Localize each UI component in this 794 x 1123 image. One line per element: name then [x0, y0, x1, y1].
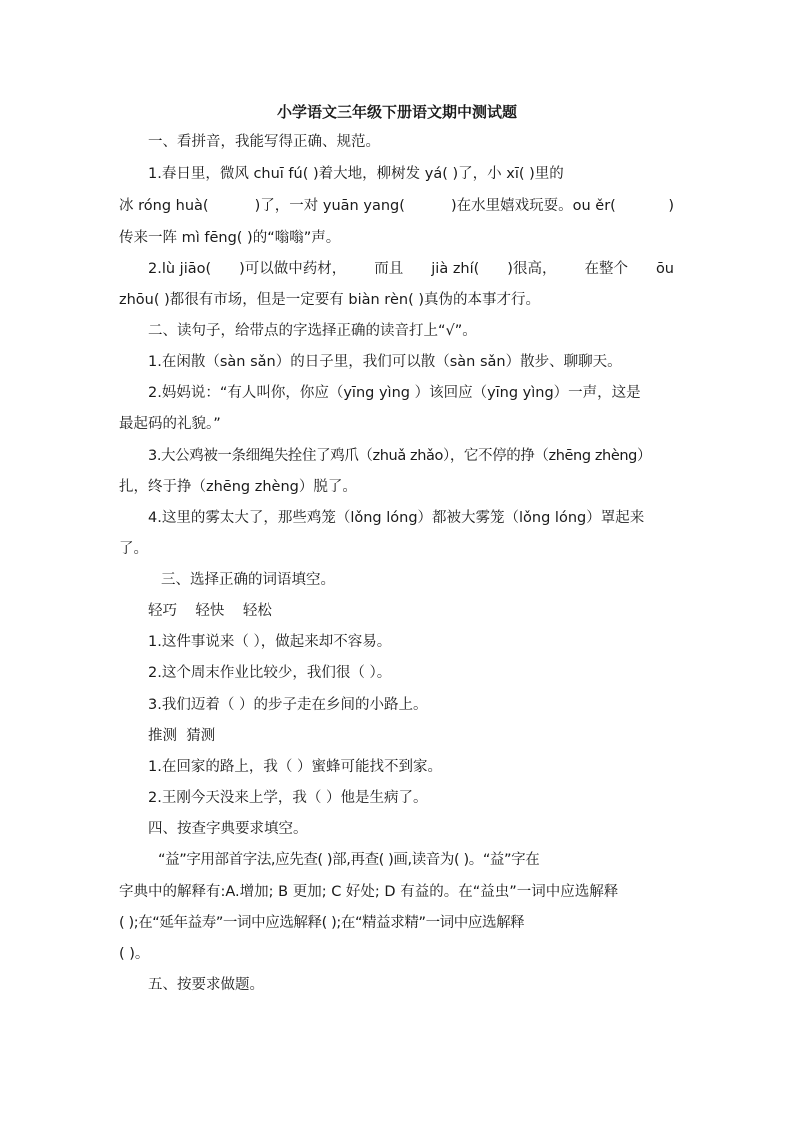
- section2-s2-line2: 最起码的礼貌。”: [119, 416, 221, 432]
- section1-q1-line2: [119, 196, 674, 216]
- section2-s4-line1: 4.这里的雾太大了，那些鸡笼（lǒng lóng）都被大雾笼（lǒng lóng）罩起来: [148, 510, 645, 526]
- section2-s3-line2: 扎，终于挣（zhēng zhèng）脱了。: [119, 479, 357, 495]
- section3-q2: 2.这个周末作业比较少，我们很（ ）。: [148, 665, 392, 681]
- section2-s3-line1: 3.大公鸡被一条细绳失拴住了鸡爪（zhuǎ zhǎo），它不停的挣（zhēng zhèng）: [148, 448, 652, 464]
- section1-heading: 一、看拼音，我能写得正确、规范。: [148, 134, 380, 150]
- section1-q2-part2: )可以做中药材，: [239, 261, 347, 277]
- section4-line4: ( )。: [119, 946, 150, 962]
- section3-q1: 1.这件事说来（ ），做起来却不容易。: [148, 634, 392, 650]
- section2-s2-line1: 2.妈妈说：“有人叫你，你应（yīng yìng ）该回应（yīng yìng）一声，这是: [148, 385, 641, 401]
- section1-q2-part1: 2.lù jiāo(: [148, 261, 212, 277]
- section1-q2-part6: 在整个: [584, 261, 628, 277]
- section1-q2-part3: 而且: [374, 261, 404, 277]
- section1-q2-part5: )很高，: [507, 261, 557, 277]
- section1-q2-line1: [148, 259, 674, 279]
- section4-line3: ( );在“延年益寿”一词中应选解释( );在“精益求精”一词中应选解释: [119, 915, 525, 931]
- section2-heading: 二、读句子，给带点的字选择正确的读音打上“√”。: [148, 323, 477, 339]
- section1-q2-part4: jià zhí(: [431, 261, 480, 277]
- section3-heading: 三、选择正确的词语填空。: [161, 572, 335, 588]
- section1-q1-line1: 1.春日里，微风 chuī fú( )着大地，柳树发 yá( )了，小 xī( )里的: [148, 166, 564, 182]
- section1-q1-line2-close: ): [668, 198, 674, 214]
- section1-q2-line2: zhōu( )都很有市场，但是一定要有 biàn rèn( )真伪的本事才行。: [119, 292, 540, 308]
- section3-q4: 1.在回家的路上，我（ ）蜜蜂可能找不到家。: [148, 759, 442, 775]
- section1-q1-line3: 传来一阵 mì fēng( )的“嗡嗡”声。: [119, 230, 341, 246]
- section4-heading: 四、按查字典要求填空。: [148, 821, 308, 837]
- section1-q1-line2-text: 冰 róng huà( )了，一对 yuān yang( )在水里嬉戏玩耍。ou ěr(: [119, 198, 616, 214]
- section1-q2-part7: ōu: [655, 261, 674, 277]
- section2-s1: 1.在闲散（sàn sǎn）的日子里，我们可以散（sàn sǎn）散步、聊聊天。: [148, 354, 622, 370]
- section3-word-choices-1: 轻巧 轻快 轻松: [148, 603, 272, 619]
- section4-line1: “益”字用部首字法,应先查( )部,再查( )画,读音为( )。“益”字在: [158, 852, 540, 868]
- page-title: 小学语文三年级下册语文期中测试题: [276, 103, 517, 121]
- section2-s4-line2: 了。: [119, 541, 148, 557]
- section3-q3: 3.我们迈着（ ）的步子走在乡间的小路上。: [148, 697, 428, 713]
- section3-word-choices-2: 推测 猜测: [148, 728, 216, 744]
- section5-heading: 五、按要求做题。: [148, 977, 264, 993]
- section4-line2: 字典中的解释有:A.增加; B 更加; C 好处; D 有益的。在“益虫”一词中应选解释: [119, 884, 619, 900]
- section3-q5: 2.王刚今天没来上学，我（ ）他是生病了。: [148, 790, 428, 806]
